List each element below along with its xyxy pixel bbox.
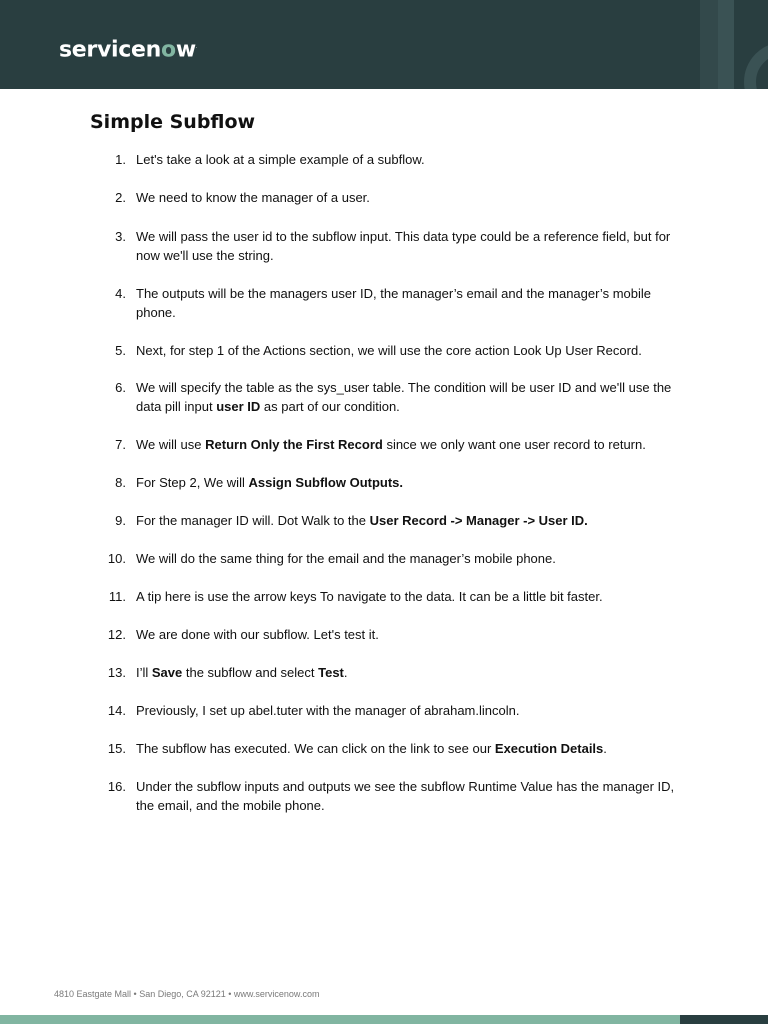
step-text: We will use Return Only the First Record since we only want one user record to return.: [136, 437, 646, 452]
page-header: [0, 0, 768, 89]
header-decoration: [700, 0, 720, 89]
step-text: The outputs will be the managers user ID, the manager’s email and the manager’s mobile phone.: [136, 286, 651, 320]
step-emphasis: Assign Subflow Outputs.: [248, 475, 404, 490]
logo-text-suffix: w: [175, 37, 196, 63]
servicenow-logo: [59, 33, 197, 64]
step-text: Next, for step 1 of the Actions section, we will use the core action Look Up User Record.: [136, 343, 642, 358]
step-number: 10.: [107, 551, 126, 566]
step-emphasis: Execution Details: [494, 741, 604, 756]
step-text: A tip here is use the arrow keys To navigate to the data. It can be a little bit faster.: [136, 589, 603, 604]
step-number: 16.: [107, 779, 126, 794]
step-text: We will specify the table as the sys_user table. The condition will be user ID and we'll use the data pill input user ID as part of our condition.: [136, 380, 672, 414]
logo-mark: .: [195, 44, 198, 50]
step-number: 5.: [115, 343, 126, 358]
step-number: 8.: [115, 475, 126, 490]
step-text: We are done with our subflow. Let's test it.: [136, 627, 379, 642]
footer-band: [0, 1015, 680, 1024]
step-text: We will do the same thing for the email and the manager’s mobile phone.: [136, 551, 556, 566]
logo-text-prefix: servicen: [59, 37, 161, 63]
step-emphasis: user ID: [216, 399, 261, 414]
step-number: 14.: [107, 703, 126, 718]
footer-address: 4810 Eastgate Mall • San Diego, CA 92121 • www.servicenow.com: [54, 989, 320, 999]
header-decoration: [744, 42, 768, 89]
step-number: 6.: [115, 380, 126, 395]
step-number: 11.: [108, 589, 126, 604]
step-emphasis: User Record -> Manager -> User ID.: [369, 513, 588, 528]
footer-band-dark: [680, 1015, 768, 1024]
step-number: 15.: [107, 741, 126, 756]
step-text: Previously, I set up abel.tuter with the manager of abraham.lincoln.: [136, 703, 520, 718]
step-number: 12.: [107, 627, 126, 642]
step-text: Under the subflow inputs and outputs we see the subflow Runtime Value has the manager ID, the email, and the mobile phone.: [136, 779, 675, 813]
step-text: For the manager ID will. Dot Walk to the User Record -> Manager -> User ID.: [136, 513, 588, 528]
step-text: The subflow has executed. We can click on the link to see our Execution Details.: [136, 741, 607, 756]
step-text: I’ll Save the subflow and select Test.: [136, 665, 348, 680]
step-number: 9.: [115, 513, 126, 528]
header-decoration: [718, 0, 734, 89]
logo-text-o: o: [160, 37, 176, 63]
step-number: 4.: [115, 286, 126, 301]
step-number: 1.: [115, 152, 126, 167]
document-title: Simple Subflow: [90, 111, 256, 133]
step-text: We need to know the manager of a user.: [136, 190, 370, 205]
step-emphasis: Return Only the First Record: [205, 437, 383, 452]
step-emphasis: Save: [151, 665, 183, 680]
step-number: 7.: [115, 437, 126, 452]
step-number: 2.: [115, 190, 126, 205]
step-number: 3.: [115, 229, 126, 244]
step-number: 13.: [107, 665, 126, 680]
step-emphasis: Test: [318, 665, 344, 680]
step-text: We will pass the user id to the subflow input. This data type could be a reference field, but for now we'll use the string.: [136, 229, 671, 263]
step-text: For Step 2, We will Assign Subflow Outputs.: [136, 475, 404, 490]
step-text: Let's take a look at a simple example of a subflow.: [136, 152, 425, 167]
